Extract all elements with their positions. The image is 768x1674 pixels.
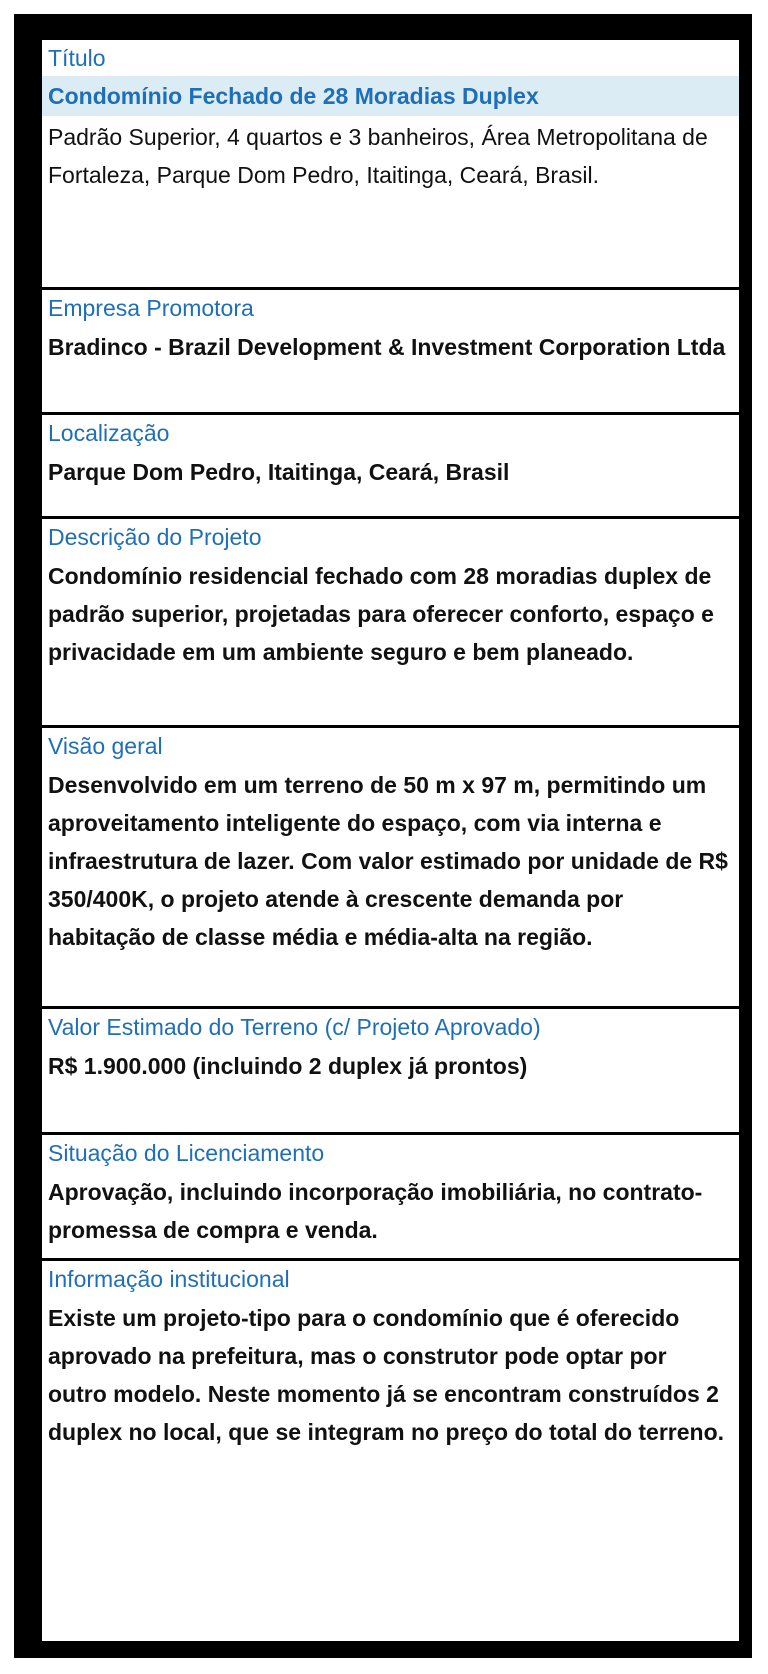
section-heading: Empresa Promotora <box>48 295 254 321</box>
section-body: Condomínio residencial fechado com 28 moradias duplex de padrão superior, projetadas para oferecer conforto, espaço e privacidade em um ambiente seguro e bem planeado. <box>48 563 714 665</box>
section-heading: Título <box>48 45 106 71</box>
section-project-description <box>42 519 739 728</box>
section-institutional-info <box>42 1261 739 1641</box>
section-body: Padrão Superior, 4 quartos e 3 banheiros, Área Metropolitana de Fortaleza, Parque Dom Pedro, Itaitinga, Ceará, Brasil. <box>48 124 708 188</box>
section-promoter <box>42 290 739 415</box>
section-heading: Descrição do Projeto <box>48 524 262 550</box>
section-heading: Valor Estimado do Terreno (c/ Projeto Aprovado) <box>48 1014 541 1040</box>
section-heading: Situação do Licenciamento <box>48 1140 325 1166</box>
document-frame <box>14 14 752 1658</box>
section-body: Aprovação, incluindo incorporação imobiliária, no contrato-promessa de compra e venda. <box>48 1179 703 1243</box>
section-body: Existe um projeto-tipo para o condomínio que é oferecido aprovado na prefeitura, mas o construtor pode optar por outro modelo. Neste momento já se encontram construídos 2 duplex no local, que se integram no preço do total do terreno. <box>48 1305 725 1445</box>
section-heading: Visão geral <box>48 733 163 759</box>
section-location <box>42 415 739 519</box>
section-body: R$ 1.900.000 (incluindo 2 duplex já prontos) <box>48 1053 528 1079</box>
section-heading: Localização <box>48 420 170 446</box>
section-body: Parque Dom Pedro, Itaitinga, Ceará, Brasil <box>48 459 510 485</box>
section-body: Bradinco - Brazil Development & Investment Corporation Ltda <box>48 334 726 360</box>
section-licensing <box>42 1135 739 1261</box>
section-land-value <box>42 1009 739 1135</box>
section-overview <box>42 728 739 1009</box>
project-title: Condomínio Fechado de 28 Moradias Duplex <box>42 76 739 116</box>
section-title <box>42 40 739 290</box>
document-sheet <box>42 40 739 1641</box>
section-heading: Informação institucional <box>48 1266 290 1292</box>
section-body: Desenvolvido em um terreno de 50 m x 97 m, permitindo um aproveitamento inteligente do espaço, com via interna e infraestrutura de lazer. Com valor estimado por unidade de R$ 350/400K, o projeto atende à crescente demanda por habitação de classe média e média-alta na região. <box>48 772 728 950</box>
